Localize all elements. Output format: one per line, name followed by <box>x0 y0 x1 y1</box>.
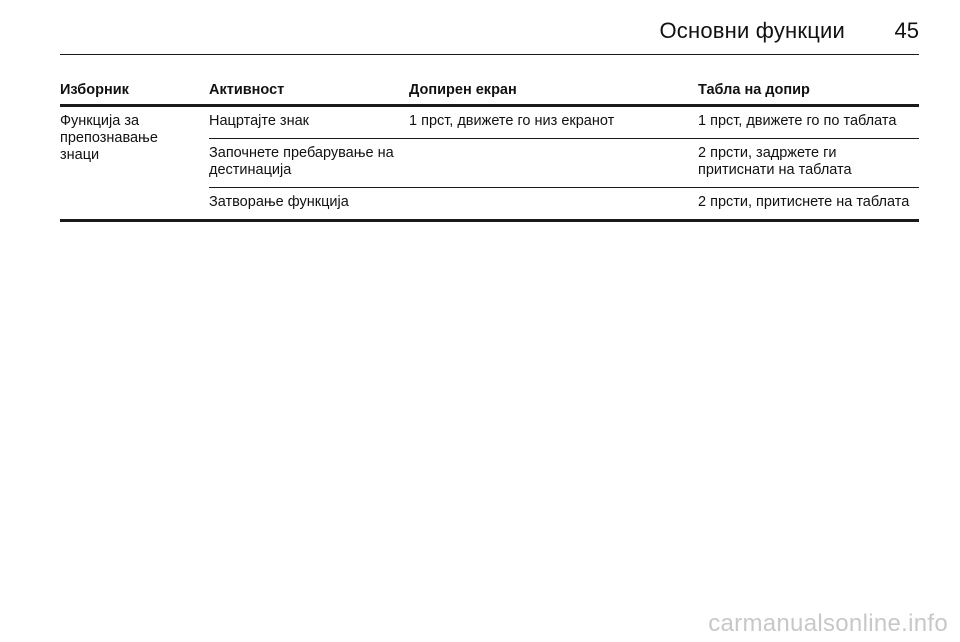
page-title: Основни функции <box>659 18 845 43</box>
touchpad-cell: 2 прсти, задржете ги притиснати на таблата <box>698 139 919 188</box>
column-header-activity: Активност <box>209 80 409 106</box>
column-header-touchscreen: Допирен екран <box>409 80 698 106</box>
menu-cell: Функција за препознавање знаци <box>60 106 209 221</box>
touchscreen-cell <box>409 139 698 188</box>
touchpad-cell: 1 прст, движете го по таблата <box>698 106 919 139</box>
function-table <box>60 80 919 222</box>
activity-cell: Затворање функција <box>209 188 409 221</box>
watermark: carmanualsonline.info <box>708 610 948 637</box>
touchscreen-cell <box>409 188 698 221</box>
touchpad-cell: 2 прсти, притиснете на таблата <box>698 188 919 221</box>
touchscreen-cell: 1 прст, движете го низ екранот <box>409 106 698 139</box>
page-number: 45 <box>894 18 919 43</box>
page-header <box>60 14 919 55</box>
column-header-menu: Изборник <box>60 80 209 106</box>
table-header-row <box>60 80 919 106</box>
column-header-touchpad: Табла на допир <box>698 80 919 106</box>
table-row <box>60 106 919 139</box>
activity-cell: Нацртајте знак <box>209 106 409 139</box>
activity-cell: Започнете пребарување на дестинација <box>209 139 409 188</box>
